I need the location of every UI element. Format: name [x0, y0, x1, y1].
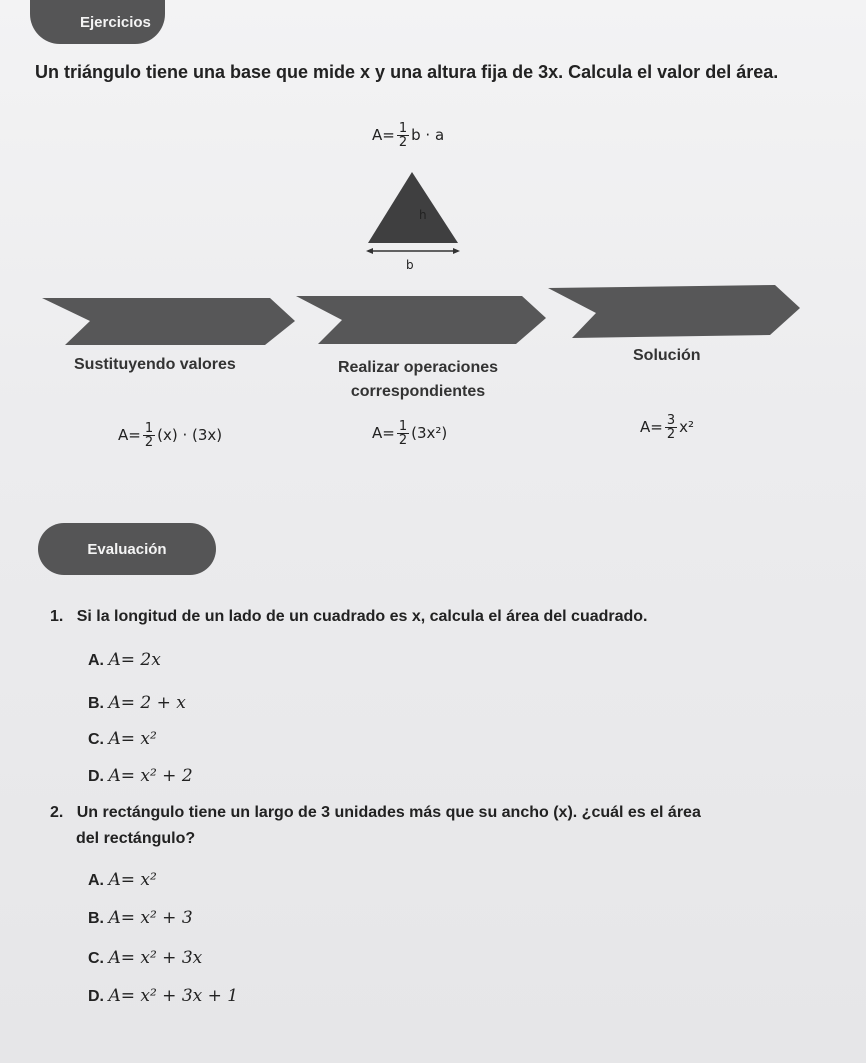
step-formula-2: A= $\frac{1}{2}$ (3x²) [372, 419, 448, 448]
q1-option-b[interactable]: B. A= 2 + x [88, 693, 186, 713]
q1-option-a[interactable]: A. A= 2x [88, 650, 161, 670]
section-title: Ejercicios [80, 13, 151, 31]
step-formula-3: A= $\frac{3}{2}$ x² [640, 413, 695, 442]
formula-left: A= [372, 126, 395, 144]
evaluation-badge [38, 523, 216, 575]
base-arrow-left-head [366, 248, 373, 254]
formula-fraction: $\frac{1}{2}$ [398, 121, 408, 150]
question-2: 2. Un rectángulo tiene un largo de 3 unidades más que su ancho (x). ¿cuál es el área del rectángulo? [50, 804, 701, 847]
step-arrow-3 [548, 285, 800, 338]
question-1: 1. Si la longitud de un lado de un cuadrado es x, calcula el área del cuadrado. [50, 608, 648, 625]
step-arrow-1 [42, 298, 295, 345]
step-label-1: Sustituyendo valores [74, 356, 236, 373]
q1-option-c[interactable]: C. A= x² [88, 729, 157, 749]
q2-option-a[interactable]: A. A= x² [88, 870, 157, 890]
formula-right: b · a [411, 126, 445, 144]
step-formula-1: A= $\frac{1}{2}$ (x) · (3x) [118, 421, 223, 450]
step-label-3: Solución [633, 347, 701, 364]
problem-statement: Un triángulo tiene una base que mide x y una altura fija de 3x. Calcula el valor del área. [35, 62, 779, 82]
step-label-2: Realizar operaciones correspondientes [337, 359, 499, 400]
height-label: h [419, 208, 427, 222]
base-label: b [406, 258, 414, 272]
q2-option-d[interactable]: D. A= x² + 3x + 1 [88, 986, 239, 1006]
q1-option-d[interactable]: D. A= x² + 2 [88, 766, 193, 786]
base-arrow-right-head [453, 248, 460, 254]
evaluation-title: Evaluación [87, 540, 167, 558]
q2-option-c[interactable]: C. A= x² + 3x [88, 948, 203, 968]
q2-option-b[interactable]: B. A= x² + 3 [88, 908, 193, 928]
triangle-shape [368, 172, 458, 243]
step-arrow-2 [296, 296, 546, 344]
